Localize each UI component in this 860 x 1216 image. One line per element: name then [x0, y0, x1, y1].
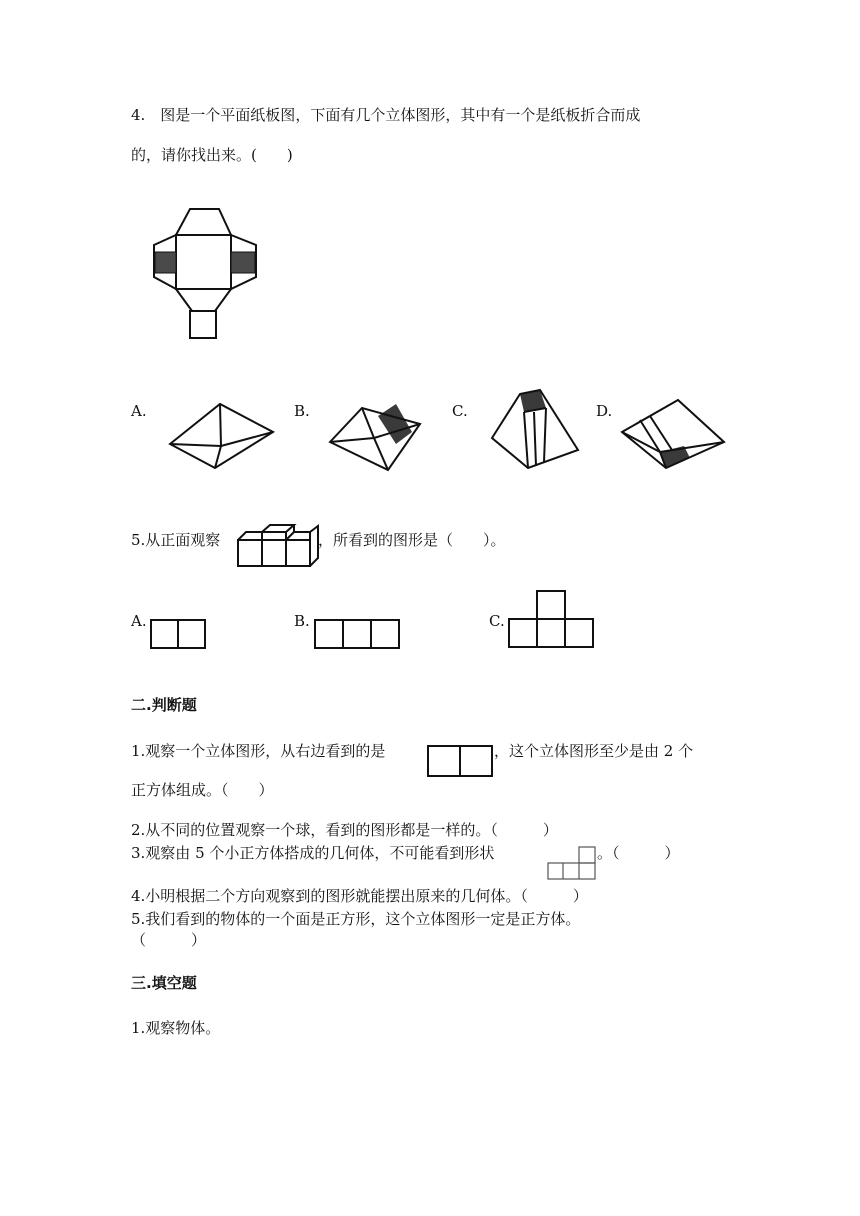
q4-option-c-figure [488, 388, 580, 472]
q4-option-b-label: B. [294, 402, 310, 420]
s2-q3-part1: 3.观察由 5 个小正方体搭成的几何体，不可能看到形状 [131, 844, 495, 862]
s2-q4: 4.小明根据二个方向观察到的图形就能摆出原来的几何体。（ ） [131, 887, 588, 905]
s2-q3-figure [547, 845, 599, 883]
q4-option-d-label: D. [596, 402, 613, 420]
q5-option-c-figure [507, 589, 599, 651]
q5-text-after: ，所看到的图形是（ ）。 [318, 531, 506, 549]
s2-q1-part2: ，这个立体图形至少是由 2 个 [494, 742, 694, 760]
s2-q5-blank: （ ） [131, 931, 207, 949]
q4-text-line2: 的，请你找出来。( ) [131, 146, 293, 164]
q5-option-a-figure [149, 618, 209, 652]
s3-q1: 1.观察物体。 [131, 1019, 221, 1037]
q4-option-d-figure [618, 396, 728, 474]
q5-option-c-label: C. [489, 612, 505, 630]
section2-heading: 二.判断题 [131, 696, 197, 714]
s2-q5: 5.我们看到的物体的一个面是正方形，这个立体图形一定是正方体。 [131, 910, 581, 928]
s2-q1-part1: 1.观察一个立体图形，从右边看到的是 [131, 742, 386, 760]
paper-net-figure [148, 205, 263, 341]
q4-option-c-label: C. [452, 402, 468, 420]
q4-option-a-figure [165, 402, 277, 470]
q5-option-a-label: A. [131, 612, 147, 630]
s2-q1-figure [426, 744, 496, 778]
s2-q1-line2: 正方体组成。（ ） [131, 781, 274, 799]
q5-text-before: 5.从正面观察 [131, 531, 221, 549]
q5-cube-figure [236, 524, 320, 568]
q4-option-b-figure [326, 402, 426, 474]
q4-text-line1: 4. 图是一个平面纸板图，下面有几个立体图形，其中有一个是纸板折合而成 [131, 106, 641, 124]
section3-heading: 三.填空题 [131, 974, 197, 992]
q5-option-b-label: B. [294, 612, 310, 630]
s2-q3-part2: 。（ ） [597, 844, 680, 862]
q4-option-a-label: A. [131, 402, 147, 420]
s2-q2: 2.从不同的位置观察一个球，看到的图形都是一样的。（ ） [131, 821, 558, 839]
q5-option-b-figure [313, 618, 403, 652]
